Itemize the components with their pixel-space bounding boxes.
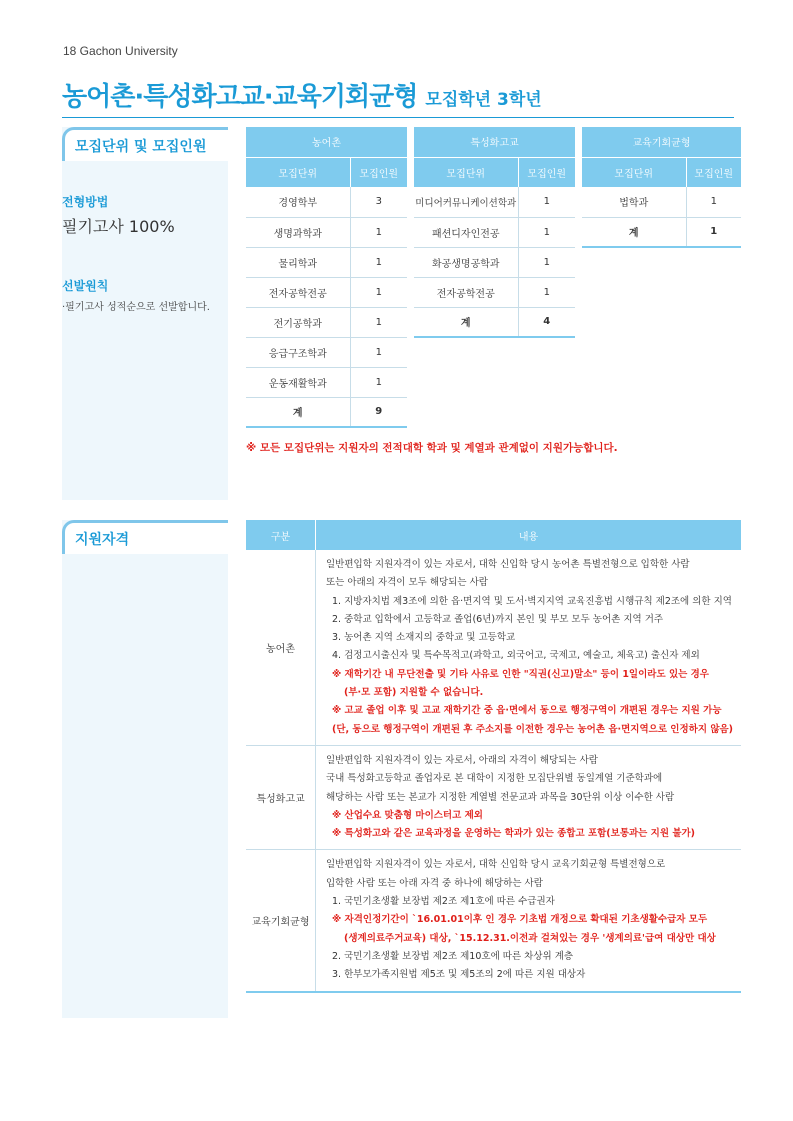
table-group-header: 특성화고교 (414, 127, 575, 157)
count-cell: 1 (350, 337, 407, 367)
unit-cell: 패션디자인전공 (414, 217, 518, 247)
count-cell: 1 (350, 217, 407, 247)
title-main: 농어촌·특성화고교·교육기회균형 (62, 82, 418, 112)
table-specialized (414, 127, 575, 338)
table-total-row (414, 307, 575, 337)
qualification-warning-line: ※ 재학기간 내 무단전출 및 기타 사유로 인한 "직권(신고)말소" 등이 1일이라도 있는 경우 (332, 668, 709, 680)
qualification-category: 농어촌 (246, 550, 316, 745)
qualification-warning-line: ※ 자격인정기간이 `16.01.01이후 인 경우 기초법 개정으로 확대된 기초생활수급자 모두 (332, 914, 708, 926)
table-row (246, 367, 407, 397)
unit-cell: 응급구조학과 (246, 337, 350, 367)
qualification-table (246, 520, 741, 993)
qualification-warning-line: (생계의료주거교육) 대상, `15.12.31.이전과 걸쳐있는 경우 '생계의료'급여 대상만 대상 (344, 932, 716, 944)
section-recruit-sidebar (62, 127, 228, 500)
table-row (246, 307, 407, 337)
total-label: 계 (414, 307, 518, 337)
qualification-line: 1. 지방자치법 제3조에 의한 읍·면지역 및 도서·벽지지역 교육진흥법 시행규칙 제2조에 의한 지역 (332, 595, 732, 607)
page-title (62, 76, 542, 113)
total-count: 9 (350, 397, 407, 427)
col-header-count: 모집인원 (518, 157, 575, 187)
table-rural (246, 127, 407, 428)
section-tab-recruit (62, 127, 228, 161)
unit-cell: 경영학부 (246, 187, 350, 217)
qualification-content (316, 746, 741, 849)
count-cell: 1 (518, 247, 575, 277)
col-header-unit: 모집단위 (414, 157, 518, 187)
unit-cell: 전기공학과 (246, 307, 350, 337)
qualification-header-row (246, 520, 741, 550)
table-row (414, 217, 575, 247)
qualification-line: 3. 농어촌 지역 소재지의 중학교 및 고등학교 (332, 632, 516, 644)
count-cell: 1 (518, 217, 575, 247)
qualification-line: 4. 검정고시출신자 및 특수목적고(과학고, 외국어고, 국제고, 예술고, 체육고) 출신자 제외 (332, 650, 700, 662)
qualification-warning-line: (부·모 포함) 지원할 수 없습니다. (344, 687, 484, 699)
table-row (246, 247, 407, 277)
qualification-row (246, 746, 741, 850)
unit-cell: 법학과 (582, 187, 686, 217)
table-row (246, 217, 407, 247)
section-qualification-sidebar (62, 520, 228, 1018)
unit-cell: 화공생명공학과 (414, 247, 518, 277)
qualification-warning-line: ※ 산업수요 맞춤형 마이스터고 제외 (332, 809, 483, 821)
table-equal-opportunity (582, 127, 741, 248)
col-header-count: 모집인원 (686, 157, 741, 187)
total-count: 1 (686, 217, 741, 247)
qualification-line: 입학한 사람 또는 아래 자격 중 하나에 해당하는 사람 (326, 877, 543, 889)
col-header-category: 구분 (246, 520, 316, 550)
col-header-content: 내용 (518, 531, 539, 543)
qualification-line: 2. 국민기초생활 보장법 제2조 제10호에 따른 차상위 계층 (332, 950, 574, 962)
qualification-line: 일반편입학 지원자격이 있는 자로서, 대학 신입학 당시 농어촌 특별전형으로 입학한 사람 (326, 559, 690, 570)
table-row (414, 187, 575, 217)
total-label: 계 (582, 217, 686, 247)
table-row (414, 247, 575, 277)
qualification-content (316, 550, 741, 745)
title-subtitle: 모집학년 3학년 (425, 90, 542, 110)
qualification-line: 국내 특성화고등학교 졸업자로 본 대학이 지정한 모집단위별 동일계열 기준학과에 (326, 773, 663, 785)
qualification-warning-line: (단, 동으로 행정구역이 개편된 후 주소지를 이전한 경우는 농어촌 읍·면지역으로 인정하지 않음) (332, 723, 734, 735)
section-tab-label: 모집단위 및 모집인원 (75, 139, 207, 155)
count-cell: 1 (518, 277, 575, 307)
qualification-line: 또는 아래의 자격이 모두 해당되는 사람 (326, 577, 488, 589)
method-label: 전형방법 (62, 195, 109, 209)
qualification-warning-line: ※ 특성화고와 같은 교육과정을 운영하는 학과가 있는 종합고 포함(보통과는 지원 불가) (332, 828, 696, 840)
unit-cell: 물리학과 (246, 247, 350, 277)
page-number-label: 18 Gachon University (63, 44, 178, 58)
qualification-line: 1. 국민기초생활 보장법 제2조 제1호에 따른 수급권자 (332, 896, 555, 908)
qualification-category: 특성화고교 (246, 746, 316, 849)
unit-cell: 전자공학전공 (246, 277, 350, 307)
total-label: 계 (246, 397, 350, 427)
unit-cell: 생명과학과 (246, 217, 350, 247)
count-cell: 1 (350, 277, 407, 307)
table-row (582, 187, 741, 217)
qualification-line: 일반편입학 지원자격이 있는 자로서, 아래의 자격이 해당되는 사람 (326, 754, 598, 766)
col-header-count: 모집인원 (350, 157, 407, 187)
qualification-row (246, 850, 741, 992)
qualification-row (246, 550, 741, 746)
table-row (246, 187, 407, 217)
col-header-unit: 모집단위 (246, 157, 350, 187)
eligibility-note: ※ 모든 모집단위는 지원자의 전적대학 학과 및 계열과 관계없이 지원가능합니다. (246, 442, 618, 454)
table-row (414, 277, 575, 307)
unit-cell: 전자공학전공 (414, 277, 518, 307)
count-cell: 1 (350, 367, 407, 397)
qualification-line: 해당하는 사람 또는 본교가 지정한 계열별 전문교과 과목을 30단위 이상 이수한 사람 (326, 791, 675, 803)
count-cell: 3 (350, 187, 407, 217)
count-cell: 1 (350, 247, 407, 277)
qualification-warning-line: ※ 고교 졸업 이후 및 고교 재학기간 중 읍·면에서 동으로 행정구역이 개편된 경우는 지원 가능 (332, 705, 722, 717)
table-row (246, 337, 407, 367)
table-group-header: 교육기회균형 (582, 127, 741, 157)
count-cell: 1 (518, 187, 575, 217)
qualification-category: 교육기회균형 (246, 850, 316, 990)
title-divider (62, 117, 734, 118)
qualification-line: 일반편입학 지원자격이 있는 자로서, 대학 신입학 당시 교육기회균형 특별전형으로 (326, 859, 666, 871)
table-total-row (246, 397, 407, 427)
count-cell: 1 (350, 307, 407, 337)
count-cell: 1 (686, 187, 741, 217)
table-group-header: 농어촌 (246, 127, 407, 157)
qualification-line: 2. 중학교 입학에서 고등학교 졸업(6년)까지 본인 및 부모 모두 농어촌 지역 거주 (332, 613, 664, 625)
section-tab-qualification (62, 520, 228, 554)
principle-label: 선발원칙 (62, 279, 109, 293)
total-count: 4 (518, 307, 575, 337)
principle-value: ·필기고사 성적순으로 선발합니다. (62, 302, 210, 313)
col-header-unit: 모집단위 (582, 157, 686, 187)
table-row (246, 277, 407, 307)
unit-cell: 운동재활학과 (246, 367, 350, 397)
section-tab-label: 지원자격 (75, 532, 130, 548)
method-value: 필기고사 100% (62, 217, 175, 236)
qualification-content (316, 850, 741, 990)
unit-cell: 미디어커뮤니케이션학과 (414, 187, 518, 217)
table-total-row (582, 217, 741, 247)
qualification-line: 3. 한부모가족지원법 제5조 및 제5조의 2에 따른 지원 대상자 (332, 969, 586, 981)
